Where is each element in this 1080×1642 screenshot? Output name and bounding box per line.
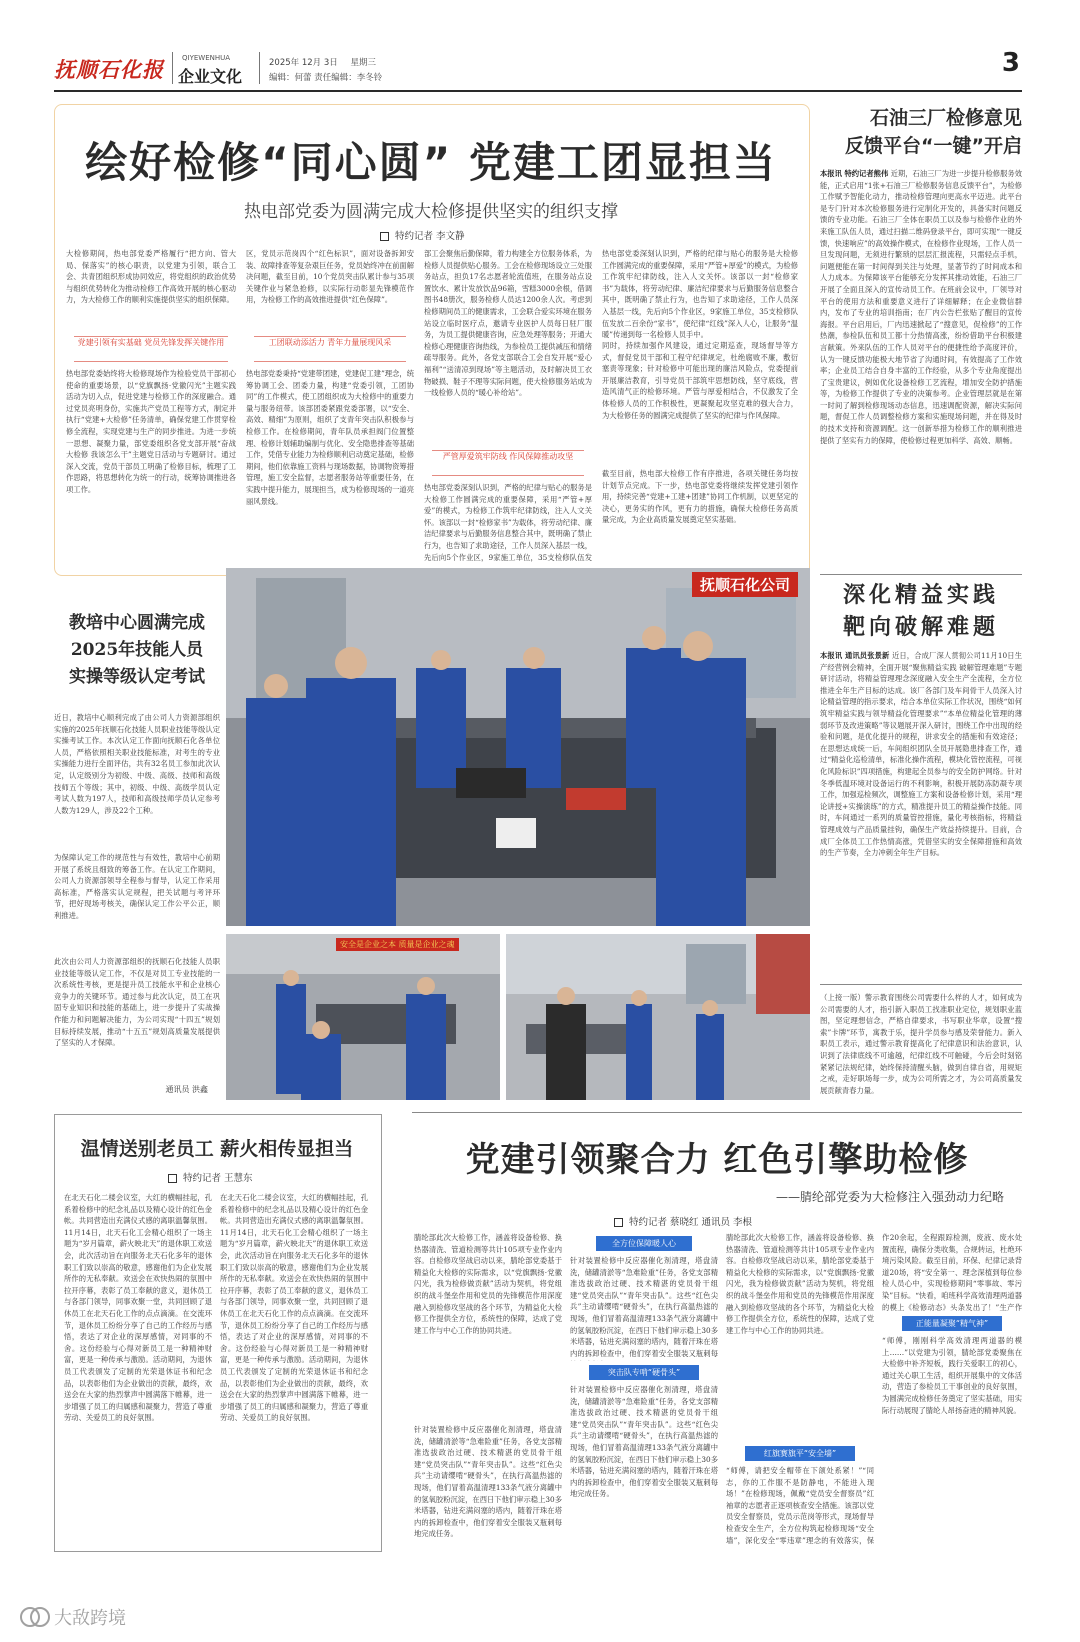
- sidebar-top-title-line1: 石油三厂检修意见: [869, 107, 1022, 129]
- party-col-3: [726, 1232, 874, 1550]
- lead-paragraph: 大检修期间，热电部党委严格履行“把方向、管大局、保落实”的核心职责，以党建为引领，联合工会、共青团组织形成协同效应，将党组织的政治优势与组织优势转化为推动检修工作高效开展的核心驱动力，为大检修工作的顺利实施提供坚实的组织保障。: [66, 249, 236, 305]
- section-divider: [172, 52, 173, 84]
- exam-story-title: [54, 610, 220, 691]
- lead-story-byline: [380, 228, 465, 242]
- exam-paragraph: 此次由公司人力资源部组织的抚顺石化技能人员职业技能等级认定工作，不仅是对员工专业技能的一次系统性考核，更是提升员工技能水平和企业核心竞争力的关键环节。通过参与此次认定，员工在巩固专业知识和技能的基础上，进一步提升了实战操作能力和问题解决能力，为公司实现“十四五”规划目标持续发展，推动“十五五”规划高质量发展提供了坚实的人才保障。: [54, 957, 220, 1048]
- workshop-photo-image: [226, 568, 810, 926]
- lead-paragraph: 区，党员示范岗四个“红色标识”，面对设备拆卸安装、故障排查等复杂艰巨任务，党员始终冲在前面解决问题，截至目前，10个党员突击队累计参与35项关键作业与紧急抢修，以实际行动彰显先锋模范作用，为检修工作的高效推进提供“红色保障”。: [246, 249, 414, 305]
- party-paragraph: 针对装置检修中反应器催化剂清理，塔盘清洗，储罐清淤等“急难险重”任务，各党支部精准选拔政治过硬、技术精湛的党员骨干组建“党员突击队”“青年突击队”。这些“红色尖兵”主动请缨啃“硬骨头”，在执行高温热滤的现场，他们冒着高温清理133条气液分离罐中的氢氧胶粉沉淀，在西日下他们审示稳上30多米塔器，钻进充满闷塞的塔内，随着汗珠在塔内的拆卸检查中，他们穿着安全服装又瓶刺每地完成任务。: [570, 1385, 718, 1499]
- bottom-photo-right: [506, 934, 810, 1100]
- lead-col-2: [246, 248, 414, 568]
- sidebar-divider: [820, 984, 1022, 985]
- party-story-rule: [412, 1112, 1022, 1113]
- exam-paragraph: 为保障认定工作的规范性与有效性，教培中心前期开展了系统且细致的筹备工作。在认定工作期间，公司人力资源部领导全程参与督导，认定工作采用高标准，严格落实认定规程，把关试题与考评环节，把好现场考核关，确保认定工作公平公正，顺利推进。: [54, 853, 220, 920]
- party-subhead-pill: 全方位保障暖人心: [596, 1236, 692, 1251]
- training-photo-left: [226, 934, 500, 1100]
- sidebar-mid-text: [820, 650, 1022, 980]
- party-subhead-pill: 突击队专啃“硬骨头”: [589, 1365, 699, 1380]
- section-divider-2: [259, 52, 260, 84]
- party-paragraph: 腈纶部此次大检修工作，涵盖将设备检修、换热器清洗、管道检测等共计105项专业作业内容。自检修攻坚战启动以来，腈纶部党委基于精益化大检修的实际需求，以“党旗飘扬·党徽闪光，我为检修做贡献”活动为契机，将党组织的战斗堡垒作用和党员的先锋模范作用深度融入到检修攻坚战的各个环节，为精益化大检修工作提供全方位，系统性的保障，达成了党建工作与中心工作的协同共进。: [414, 1233, 562, 1335]
- sidebar-bottom-text: （上接一版）警示教育围绕公司需要什么样的人才，如何成为公司需要的人才，指引新入职员工找准职业定位，规划职业蓝图，坚定理想信念，严格自律要求，书写职业华章，设置“搜索”卡牌”环节，寓教于乐，提升学员参与感及荣誉能力。新入职员工表示，通过警示教育提高化了纪律意识和法治意识，认识到了法律底线不可逾越，纪律红线不可触碰，今后会时刻铭紧紧记法规纪律，始终保持清醒头脑，做到自律自省，用规矩之戒，走好职场每一步，成为公司所需之才，为公司高质量发展贡献青春力量。: [820, 993, 1022, 1095]
- sidebar-divider: [820, 574, 1022, 575]
- page-number: 3: [1001, 48, 1020, 78]
- party-paragraph: 针对装置检修中反应器催化剂清理，塔盘清洗，储罐清淤等“急难险重”任务，各党支部精准选拔政治过硬、技术精湛的党员骨干组建“党员突击队”“青年突击队”。这些“红色尖兵”主动请缨啃“硬骨头”，在执行高温热滤的现场，他们冒着高温清理133条气液分离罐中的氢氧胶粉沉淀，在西日下他们审示稳上30多米塔器，钻进充满闷塞的塔内，随着汗珠在塔内的拆卸检查中，他们穿着安全服装又瓶刺每地完成任务。: [414, 1425, 562, 1539]
- farewell-col-2: 在北天石化二楼会议室，大红的横幅挂起，孔系着检修中的纪念礼品以及精心设计的红色金帐。共同营造出充满仪式感的离职温馨氛围。11月14日，北天石化工会精心组织了一场主题为“岁月篇章，薪火映北天”的退休职工欢送会，此次活动旨在向服务北天石化多年的退休职工们致以崇高的敬意，感谢他们为企业发展所作的无私奉献。欢送会在欢快热闹的氛围中拉开序幕，表彰了员工奉献的意义，退休员工与各部门领导，同事欢聚一堂，共同回顾了退休员工在北天石化工作的点点滴滴。在交流环节，退休员工纷纷分享了自己的工作经历与感悟，表达了对企业的深厚感情，对同事的不舍。这份经验与心得对新员工是一种精神财富，更是一种传承与激励。活动期间，为退休员工代表颁发了定制的光荣退休证书和纪念品，以表彰他们为企业做出的贡献，最终，欢送会在大家的热烈掌声中圆满落下帷幕，进一步增强了员工的归属感和凝聚力，营造了尊重劳动、关爱员工的良好氛围。: [220, 1193, 368, 1423]
- sidebar-mid-title: [820, 580, 1022, 644]
- sidebar-top-title: [820, 104, 1022, 160]
- lead-col-1: [66, 248, 236, 568]
- lead-paragraph: 热电部党委深刻认识到，严格的纪律与贴心的服务是大检修工作圆满完成的重要保障，采用“严管+厚爱”的模式，为检修工作筑牢纪律防线，注入人文关怀。该部以一封“检修家书”为载体，将劳动纪律、廉洁纪律要求与后勤服务信息整合其中，既明确了禁止行为，也告知了求助途径，工作人员深入基层一线，先后向5个作业区，9家施工单位，35支检修队伍发放二百余份“家书”，使纪律“红线”深入人心，让服务“温暖”传递到每一名检修人员手中。: [602, 249, 798, 340]
- exam-title-line3: 实操等级认定考试: [69, 667, 205, 687]
- lead-paragraph: 热电部党委始终将大检修现场作为检验党员干部初心使命的重要场景，以“党旗飘扬·党徽闪光”主题实践活动为切入点，促进党建与检修工作的深度融合。通过党员亮明身份，实施共产党员工程等方式，制定并执行“党建+大检修”任务清单，确保党建工作贯穿检修全流程，实现党建与生产的同步推进。为进一步统一思想、凝聚力量，部党委组织各党支部开展“奋战大检修 我该怎么干”主题党日活动与专题研讨。通过深入交流，党员干部员工明确了检修目标，梳理了工作思路，将思想转化为统一的行动，统筹协调推进各项工作。: [66, 369, 236, 494]
- party-byline: [614, 1214, 752, 1228]
- main-photo: [226, 568, 810, 926]
- farewell-byline: [168, 1170, 253, 1184]
- editors-line: 编辑：何蕾 责任编辑：李冬铃: [269, 73, 383, 83]
- lead-paragraph: 部工会聚焦后勤保障，着力构建全方位服务体系，为检修人员提供贴心服务。工会在检修现场设立三处服务站点，担负17名志愿者轮流值班，在服务站点设置饮水、累计发放饮品96箱，雪糕3000余根，借调图书48册次，服务检修人员达1200余人次。考虑到检修期间员工的健康需求，工会联合爱实环境在服务站设立临时医疗点，邀请专业医护人员每日驻厂服务，为员工提供健康咨询，应急处理等服务；开通大检修心理健康咨询热线，为参检员工提供减压和情绪疏导服务。此外，各党支部联合工会自发开展“爱心福利”“送清凉到现场”等主题活动，及时解决员工衣物破损、鞋子不理等实际问题，使大检修服务站成为一线检修人员的“暖心补给站”。: [424, 249, 592, 398]
- sidebar-mid-body: 近日，合成厂深人贯彻公司11月10日生产经营例会精神，全面开展“聚焦精益实践 破解管理难题”专题研讨活动，将精益管理理念深度融入安全生产全流程，全方位推进全年生产目标的达成。该厂各部门及车间骨干人员深入讨论精益管理的指示要求，结合本单位实际工作状况，围绕“如何筑牢精益实践与领导精益化管理要求”“本单位精益化管理的薄弱环节及改进策略”等议题展开深入研讨，围绕工作中出现的经验和问题，是优化提升的规程，讲求安全的措施和有效途径；在思想达成统一后，车间组织团队全员开展隐患排查工作，通过“精益化巡检清单，标准化操作流程，模块化管控流程，可视化风险标识”四项措施，构建起全员参与的安全防护网络。针对冬季低温环境对设备运行的不利影响，积极开展防冻防凝专项工作，加强巡检频次，调整施工方案和设备检修计划，采用“理论讲授+实操演练”的方式，精准提升员工的精益操作技能。同时，车间通过一系列的质量管控措施，量化考核指标，将精益管理成效与产品质量挂钩，确保生产效益持续提升。目前，合成厂全体员工工作热情高涨，凭借坚实的安全保障措施和高效的生产节奏，全力冲刺全年生产目标。: [820, 651, 1022, 858]
- party-paragraph: “师傅，请把安全帽带在下颌处系紧！”“同志，你的工作服不是防静电，不能进入现场！”在检修现场，佩戴“党员安全督察员”红袖章的志愿者正逐项核查安全措施。该部以党员安全督察员，党员示范岗等形式，现场督导检查安全生产，全方位构筑起检修现场“安全墙”，深化安全“零违章”理念的有效落实，保: [726, 1466, 874, 1545]
- lead-col-4: [602, 248, 798, 568]
- sidebar-top-title-line2: 反馈平台“一键”开启: [845, 135, 1022, 157]
- party-paragraph: 腈纶部此次大检修工作，涵盖将设备检修、换热器清洗、管道检测等共计105项专业作业内容。自检修攻坚战启动以来，腈纶部党委基于精益化大检修的实际需求，以“党旗飘扬·党徽闪光，我为检修做贡献”活动为契机，将党组织的战斗堡垒作用和党员的先锋模范作用深度融入到检修攻坚战的各个环节，为精益化大检修工作提供全方位，系统性的保障，达成了党建工作与中心工作的协同共进。: [726, 1233, 874, 1335]
- masthead: [54, 44, 1022, 90]
- lead-byline-text: 特约记者 李文静: [395, 231, 465, 242]
- masthead-rule: [54, 90, 1022, 92]
- party-paragraph: “师傅，刚刚科学高效清理两道器的模上……”以党建为引领，腈纶部党委聚焦在大检修中补齐短板，践行关爱职工的初心，通过关心职工生活，组织开展集中的文体活动，营造了参检员工干事创业的良好氛围，为圆满完成检修任务奠定了坚实基础，用实际行动展现了腈纶人昂扬奋进的精神风貌。: [882, 1336, 1022, 1415]
- lead-paragraph: 热电部党委深刻认识到，严格的纪律与贴心的服务是大检修工作圆满完成的重要保障，采用“严管+厚爱”的模式，为检修工作筑牢纪律防线，注入人文关怀。该部以一封“检修家书”为载体，将劳动纪律、廉洁纪律要求与后勤服务信息整合其中，既明确了禁止行为，也告知了求助途径，工作人员深入基层一线，先后向5个作业区，9家施工单位，35支检修队伍发: [424, 483, 592, 562]
- exam-title-line2: 2025年技能人员: [70, 640, 204, 660]
- newspaper-logo: 抚顺石化报: [54, 57, 164, 82]
- weekday-text: 星期三: [350, 58, 376, 68]
- training-photo-right: [506, 934, 810, 1100]
- issue-date: [269, 56, 376, 68]
- lead-paragraph: 热电部党委秉持“党建带团建，党建促工建”理念，统筹协调工会、团委力量，构建“党委引领，工团协同”的工作模式，使工团组织成为大检修中的重要力量与服务纽带。该部团委紧跟党委部署，以“安全、高效、精细”为原则，组织了支青年突击队积极参与检修工作。在检修期间，青年队员承担阀门位置整理、检修计划辅助编制与优化、安全隐患排查等基础工作，凭借专业能力为检修顺利启动奠定基础，检修期间，他们依靠施工资料与现场数据，协调物资筹措管理，施工安全监督，志愿者服务站等重要任务，在实践中提升能力，展现担当，成为检修现场的一道亮丽风景线。: [246, 369, 414, 506]
- party-byline-text: 特约记者 蔡晓红 通讯员 李根: [629, 1217, 753, 1228]
- byline-square-icon: [380, 232, 389, 241]
- date-text: 2025年 12月 3日: [269, 58, 338, 68]
- sidebar-top-text: [820, 168, 1022, 568]
- party-subhead-pill: 正能量凝聚“精气神”: [902, 1316, 1002, 1331]
- lead-subhead: 党建引领有实基础 党员先锋发挥关键作用: [74, 336, 228, 362]
- lead-col-3: [424, 248, 592, 568]
- party-story-subtitle: ——腈纶部党委为大检修注入强劲动力纪略: [775, 1190, 1004, 1204]
- party-subhead-pill: 红旗赛旗平“安全墙”: [745, 1446, 855, 1461]
- lead-story-title: 绘好检修“同心圆” 党建工团显担当: [85, 138, 777, 187]
- sidebar-mid-title-line2: 靶向破解难题: [842, 615, 999, 640]
- lead-story-subtitle: 热电部党委为圆满完成大检修提供坚实的组织支撑: [244, 202, 618, 222]
- section-pinyin: QIYEWENHUA: [182, 54, 231, 62]
- party-paragraph: 针对装置检修中反应器催化剂清理，塔盘清洗，储罐清淤等“急难险重”任务，各党支部精准选拔政治过硬、技术精湛的党员骨干组建“党员突击队”“青年突击队”。这些“红色尖兵”主动请缨啃“硬骨头”，在执行高温热滤的现场，他们冒着高温清理133条气液分离罐中的氢氧胶粉沉淀，在西日下他们审示稳上30多米塔器，钻进充满闷塞的塔内，随着汗珠在塔内的拆卸检查中，他们穿着安全服装又瓶刺每: [570, 1256, 718, 1358]
- farewell-byline-text: 特约记者 王慧东: [183, 1173, 253, 1184]
- party-col-1: [414, 1232, 562, 1550]
- party-paragraph: 作20余起，全程跟踪检测，废液、废水处置流程，确保分类收集，合规转运，杜绝环境污染风险。截至目前，环保、纪律记录背道20场，将“安全第一、理念深植到每位参检人员心中，实现检修期间“零事故、零污染”目标。“快看，咱班科学高效清理两道器的模上《检修动态》头条发出了！”生产作: [882, 1233, 1022, 1312]
- photo-banner: 抚顺石化公司: [692, 572, 798, 597]
- byline-square-icon: [614, 1218, 623, 1227]
- exam-credit: 通讯员 洪鑫: [165, 1085, 208, 1094]
- sidebar-top-body: 近期，石油三厂为进一步提升检修服务效能，正式启用“1张+石油三厂检修服务信息反馈平台”，为检修工作赋予智能化动力，推动检修管理向更高水平迈进。此平台是专门针对本次检修服务进行定制化开发的，具备实时问题反馈的专业功能。石油三厂全体在职员工以及参与检修作业的外来施工队伍人员，通过扫描二维码登录平台，即可实现“一键反馈，快速响应”的高效操作模式，在检修作业现场，工作人员一旦发现问题，无须进行繁琐的层层汇报流程，只需轻点手机，问题便能在第一时间得到关注与处理，显著节约了时间成本和人力成本。为保障该平台能够充分发挥其推动效能，石油三厂开展了全面且深入的宣传动员工作。在班前会议中，厂领导对平台的使用方法和重要意义进行了详细解释；在企业微信群内，发布了专业的培训指南；在厂内公告栏张贴了醒目的宣传海报。平台启用后，厂内迅速掀起了“搜意见，促检修”的工作热潮，参检队伍和员工都十分热情高涨，纷纷借助平台积极建言献策。外来队伍的工作人员对平台的便捷性给予高度评价，认为一键反馈功能极大地节省了沟通时间，有效提高了工作效率；企业员工结合自身丰富的工作经验，从多个专业角度提出了宝贵建议，例如优化设备检修工艺流程，增加安全防护措施等，为检修工作提供了专业的决策参考。企业管理层就是在第一时间了解到检修现场动态信息，迅速调配资源，解决实际问题，督促工作人员调整检修方案和实施现场问题，并在得及时的技术支持和资源调配。这一创新举措为检修工作的顺利推进提供了坚实有力的保障，使检修过程更加科学、高效、顺畅。: [820, 169, 1022, 445]
- lead-subhead: 工团联动添活力 青年力量展现风采: [254, 336, 406, 362]
- farewell-title: 温情送别老员工 薪火相传显担当: [80, 1138, 354, 1160]
- sidebar-mid-byline: 本报讯 通讯员张景新: [820, 651, 890, 660]
- exam-paragraph: 近日，教培中心顺利完成了由公司人力资源部组织实施的2025年抚顺石化技能人员职业技能等级认定实操考试工作。本次认定工作面向抚顺石化各单位人员，严格依照相关职业技能标准，对考生的专业实操能力进行全面评估，共有32名员工参加此次认定，认定级别分为初级、中级、高级、技师和高级技师五个等级；其中，初级、中级、高级学员认定考试人数为197人，技师和高级技师学员认定参考人数为129人，涉及22个工种。: [54, 713, 220, 815]
- sidebar-top-byline: 本报讯 特约记者熊伟: [820, 169, 889, 178]
- lead-paragraph: 截至目前，热电部大检修工作有序推进，各项关键任务均按计划节点完成。下一步，热电部党委将继续发挥党建引领作用，持续完善“党建+工建+团建”协同工作机制，以更坚定的决心，更务实的作风，更有力的措施，确保大检修任务高质量完成，为企业高质量发展奠定坚实基础。: [602, 469, 798, 525]
- watermark: [20, 1604, 126, 1630]
- party-col-2: [570, 1232, 718, 1550]
- exam-story-body: [54, 712, 220, 1108]
- section-title: 企业文化: [178, 67, 243, 86]
- photo-red-banner: 安全是企业之本 质量是企业之魂: [336, 938, 459, 951]
- bottom-photo-left: [226, 934, 500, 1100]
- byline-square-icon: [168, 1174, 177, 1183]
- lead-subhead: 严管厚爱筑牢防线 作风保障推动攻坚: [432, 450, 584, 476]
- sidebar-mid-title-line1: 深化精益实践: [842, 583, 999, 608]
- party-story-title: 党建引领聚合力 红色引擎助检修: [465, 1140, 969, 1180]
- party-col-4: [882, 1232, 1022, 1550]
- exam-title-line1: 教培中心圆满完成: [69, 613, 205, 633]
- farewell-col-1: 在北天石化二楼会议室，大红的横幅挂起，孔系着检修中的纪念礼品以及精心设计的红色金帐。共同营造出充满仪式感的离职温馨氛围。11月14日，北天石化工会精心组织了一场主题为“岁月篇章，薪火映北天”的退休职工欢送会，此次活动旨在向服务北天石化多年的退休职工们致以崇高的敬意，感谢他们为企业发展所作的无私奉献。欢送会在欢快热闹的氛围中拉开序幕，表彰了员工奉献的意义，退休员工与各部门领导，同事欢聚一堂，共同回顾了退休员工在北天石化工作的点点滴滴。在交流环节，退休员工纷纷分享了自己的工作经历与感悟，表达了对企业的深厚感情，对同事的不舍。这份经验与心得对新员工是一种精神财富，更是一种传承与激励。活动期间，为退休员工代表颁发了定制的光荣退休证书和纪念品，以表彰他们为企业做出的贡献，最终，欢送会在大家的热烈掌声中圆满落下帷幕，进一步增强了员工的归属感和凝聚力，营造了尊重劳动、关爱员工的良好氛围。: [64, 1193, 212, 1423]
- watermark-text: 大敌跨境: [54, 1608, 126, 1629]
- lead-paragraph: 同时，持续加强作风建设，通过定期巡查，现场督导等方式，督促党员干部和工程守纪律规定，杜绝腐败不廉，敷衍塞责等现象；针对检修中可能出现的廉洁风险点，党委提前开展廉洁教育，引导党员干部筑牢思想防线，坚守底线，营造风清气正的检修环境。严管与厚爱相结合，不仅激发了全体检修人员的工作积极性，更凝聚起攻坚克难的强大合力，为大检修任务的圆满完成提供了坚实的纪律与作风保障。: [602, 341, 798, 420]
- watermark-logo-icon: [20, 1605, 50, 1629]
